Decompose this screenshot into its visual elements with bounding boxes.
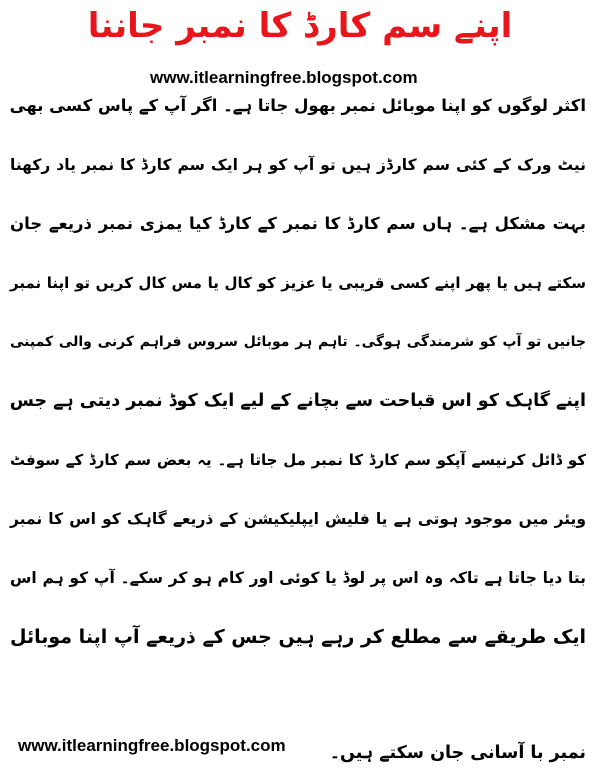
body-line-8: ویئر میں موجود ہوتی ہے یا فلیش ایپلیکیشن کے ذریعے گاہک کو اس کا نمبر bbox=[10, 510, 586, 528]
body-line-2: نیٹ ورک کے کئی سم کارڈز ہیں تو آپ کو ہر ایک سم کارڈ کا نمبر یاد رکھنا bbox=[10, 156, 586, 174]
body-line-11: نمبر با آسانی جان سکتے ہیں۔ bbox=[329, 743, 586, 763]
body-line-7: کو ڈائل کرنیسے آپکو سم کارڈ کا نمبر مل جاتا ہے۔ یہ بعض سم کارڈ کے سوفٹ bbox=[10, 451, 586, 469]
body-line-6: اپنے گاہک کو اس قباحت سے بچانے کے لیے ایک کوڈ نمبر دیتی ہے جس bbox=[9, 391, 586, 411]
body-line-3: بہت مشکل ہے۔ ہاں سم کارڈ کا نمبر کے کارڈ کیا یمزی نمبر ذریعے جان bbox=[10, 214, 586, 233]
body-line-5: جانیں تو آپ کو شرمندگی ہوگی۔ تاہم ہر موبائل سروس فراہم کرنی والی کمپنی bbox=[10, 334, 586, 350]
body-line-1: اکثر لوگوں کو اپنا موبائل نمبر بھول جاتا ہے۔ اگر آپ کے پاس کسی بھی bbox=[9, 96, 586, 115]
blog-url-top: www.itlearningfree.blogspot.com bbox=[150, 68, 418, 87]
body-line-4: سکتے ہیں یا پھر اپنے کسی قریبی یا عزیز کو کال یا مس کال کریں تو اپنا نمبر bbox=[10, 274, 586, 292]
blog-url-bottom: www.itlearningfree.blogspot.com bbox=[18, 736, 286, 755]
article-title: اپنے سم کارڈ کا نمبر جاننا bbox=[87, 6, 513, 46]
body-line-9: بتا دیا جاتا ہے تاکہ وہ اس پر لوڈ یا کوئی اور کام ہو کر سکے۔ آپ کو ہم اس bbox=[10, 569, 586, 587]
body-line-10: ایک طریقے سے مطلع کر رہے ہیں جس کے ذریعے آپ اپنا موبائل bbox=[10, 626, 586, 648]
